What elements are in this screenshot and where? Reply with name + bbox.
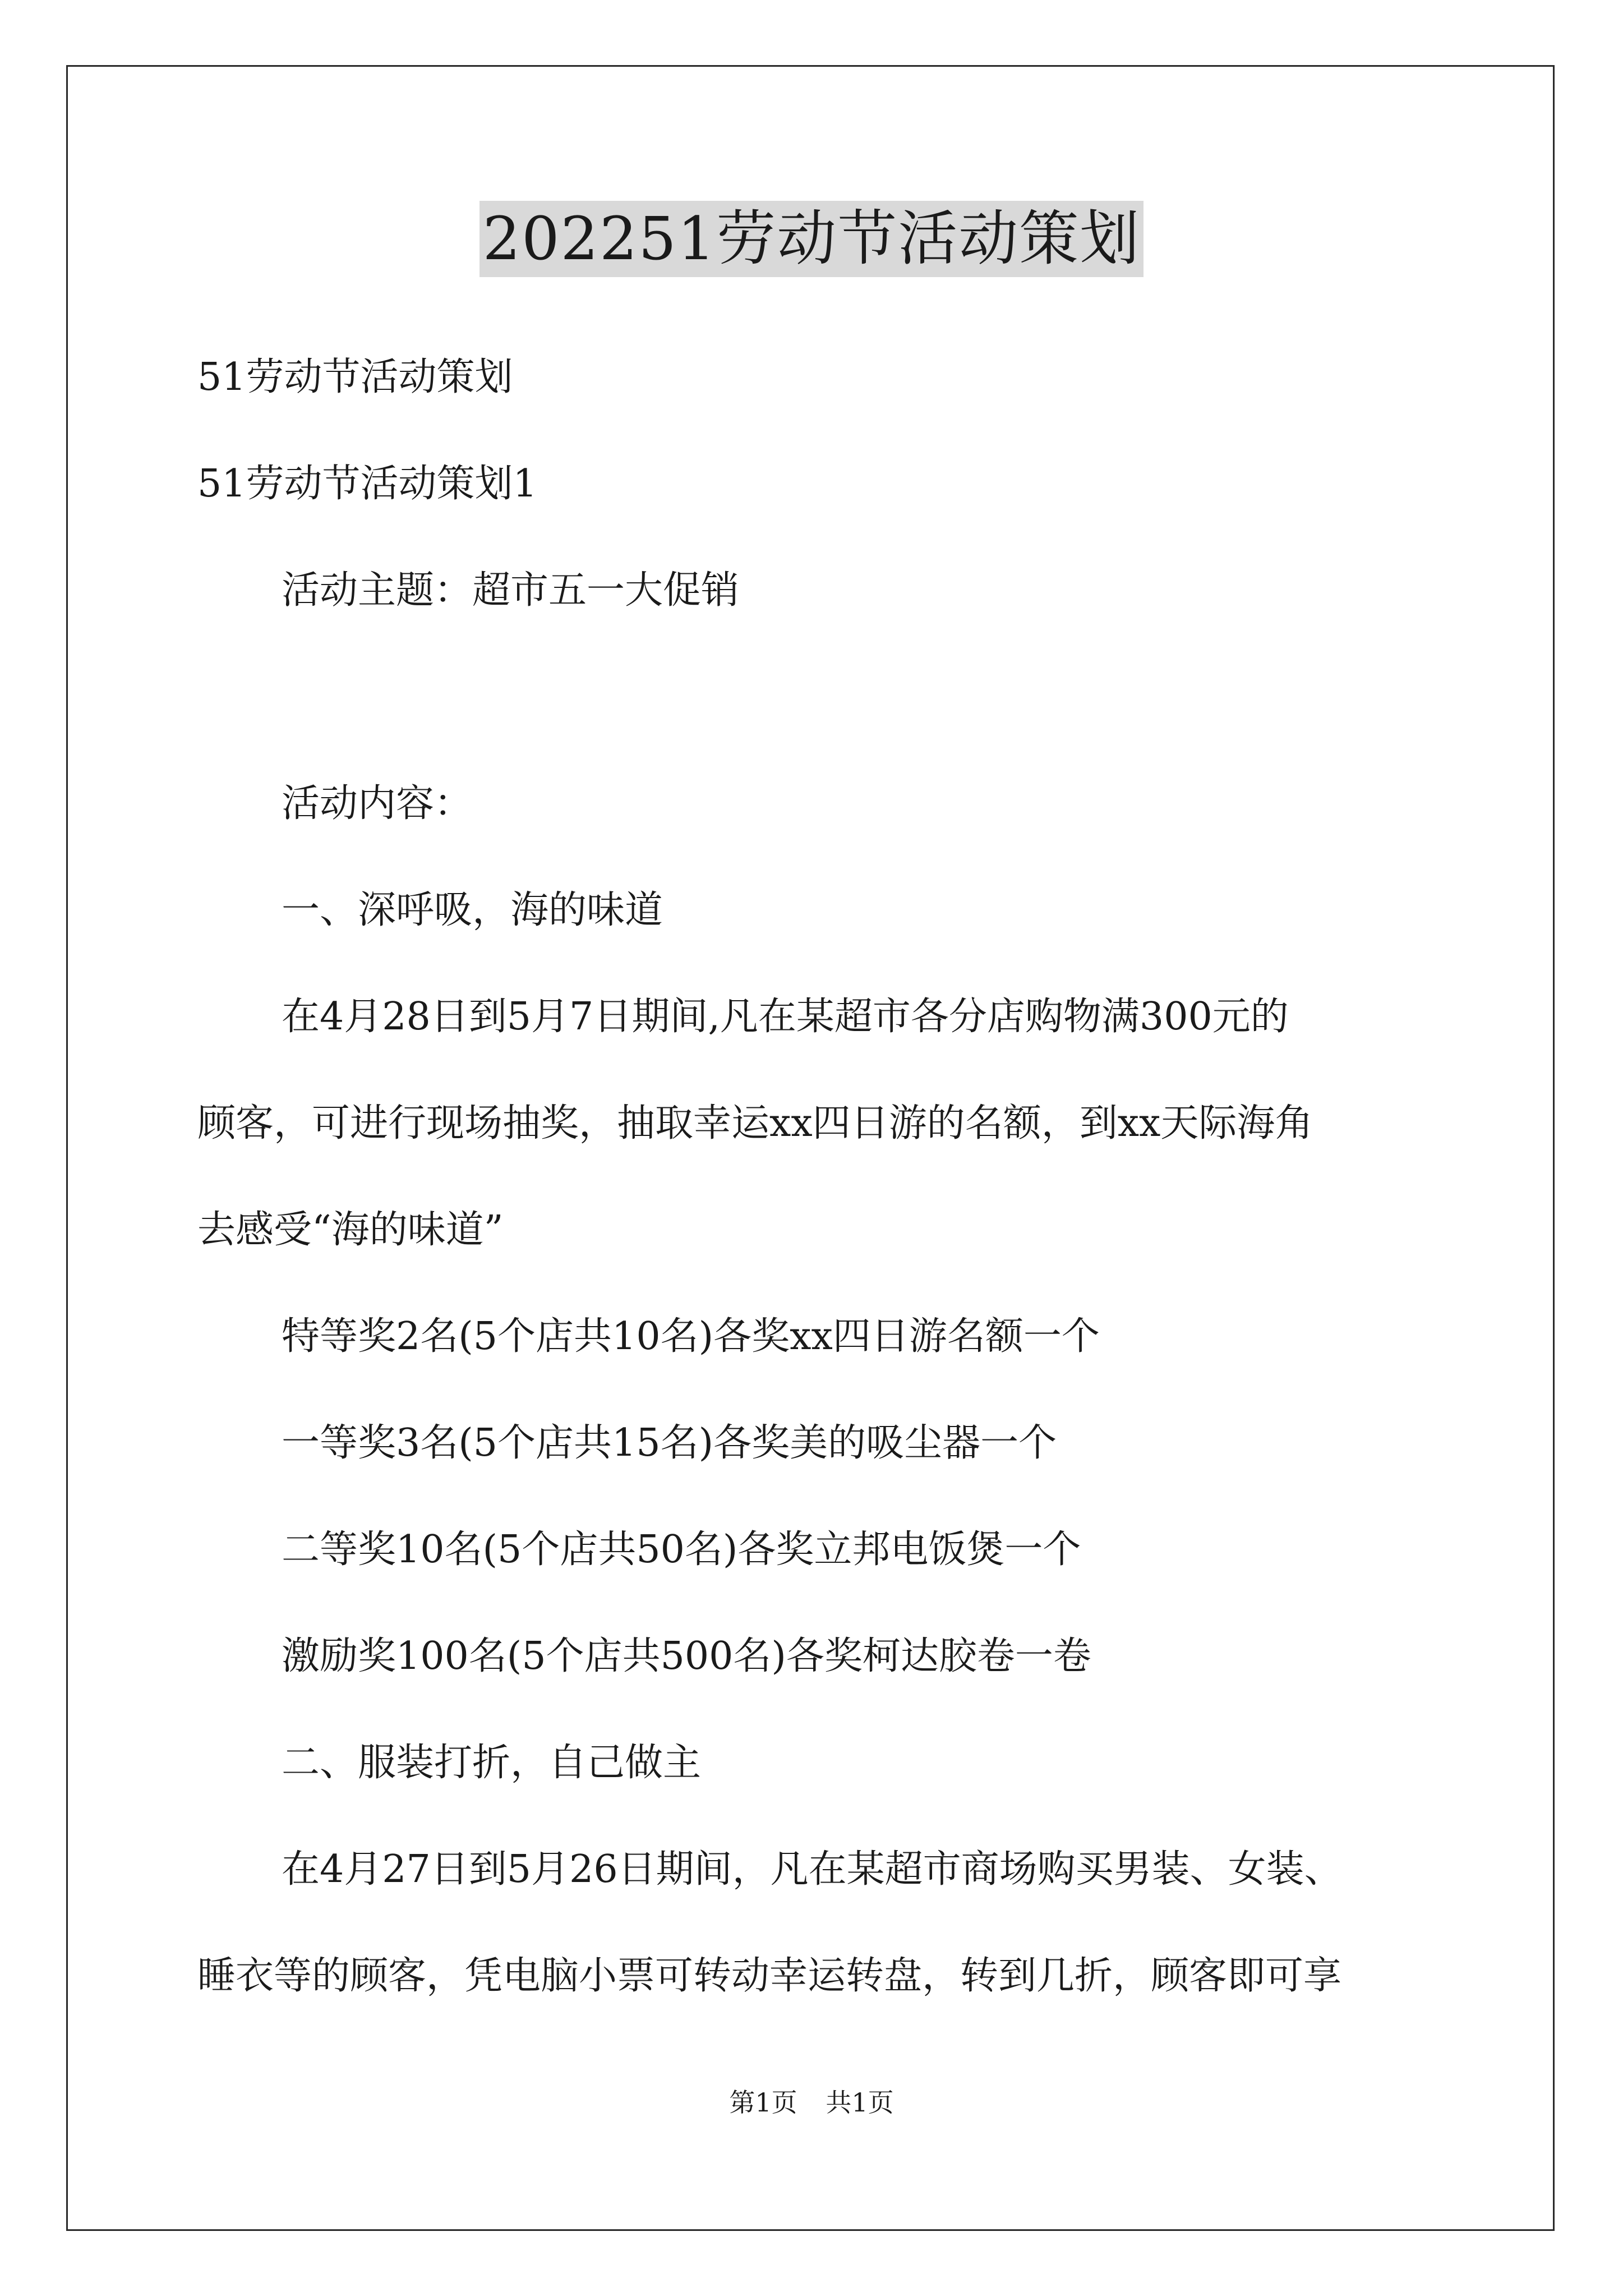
page-number-current: 第1页 [729,2087,797,2118]
doc-line-11: 二等奖10名(5个店共50名)各奖立邦电饭煲一个 [282,1527,1081,1572]
doc-line-15: 睡衣等的顾客，凭电脑小票可转动幸运转盘，转到几折，顾客即可享 [197,1954,1342,1998]
doc-line-6: 在4月28日到5月7日期间,凡在某超市各分店购物满300元的 [282,995,1289,1039]
doc-line-9: 特等奖2名(5个店共10名)各奖xx四日游名额一个 [282,1314,1100,1359]
doc-line-5: 一、深呼吸，海的味道 [282,888,663,932]
doc-line-8: 去感受“海的味道” [197,1208,504,1252]
document-title: 202251劳动节活动策划 [479,201,1144,277]
doc-line-7: 顾客，可进行现场抽奖，抽取幸运xx四日游的名额，到xx天际海角 [197,1101,1313,1145]
doc-line-13: 二、服装打折，自己做主 [282,1741,702,1785]
title-container [0,201,1623,277]
doc-line-14: 在4月27日到5月26日期间，凡在某超市商场购买男装、女装、 [282,1847,1343,1892]
doc-line-12: 激励奖100名(5个店共500名)各奖柯达胶卷一卷 [282,1634,1091,1678]
doc-line-3: 活动主题：超市五一大促销 [282,568,740,613]
doc-line-2: 51劳动节活动策划1 [197,462,537,506]
doc-line-10: 一等奖3名(5个店共15名)各奖美的吸尘器一个 [282,1421,1057,1465]
doc-line-4: 活动内容： [282,781,473,826]
page-number-total: 共1页 [826,2087,894,2118]
page-footer [0,2086,1623,2119]
doc-line-1: 51劳动节活动策划 [197,355,513,399]
